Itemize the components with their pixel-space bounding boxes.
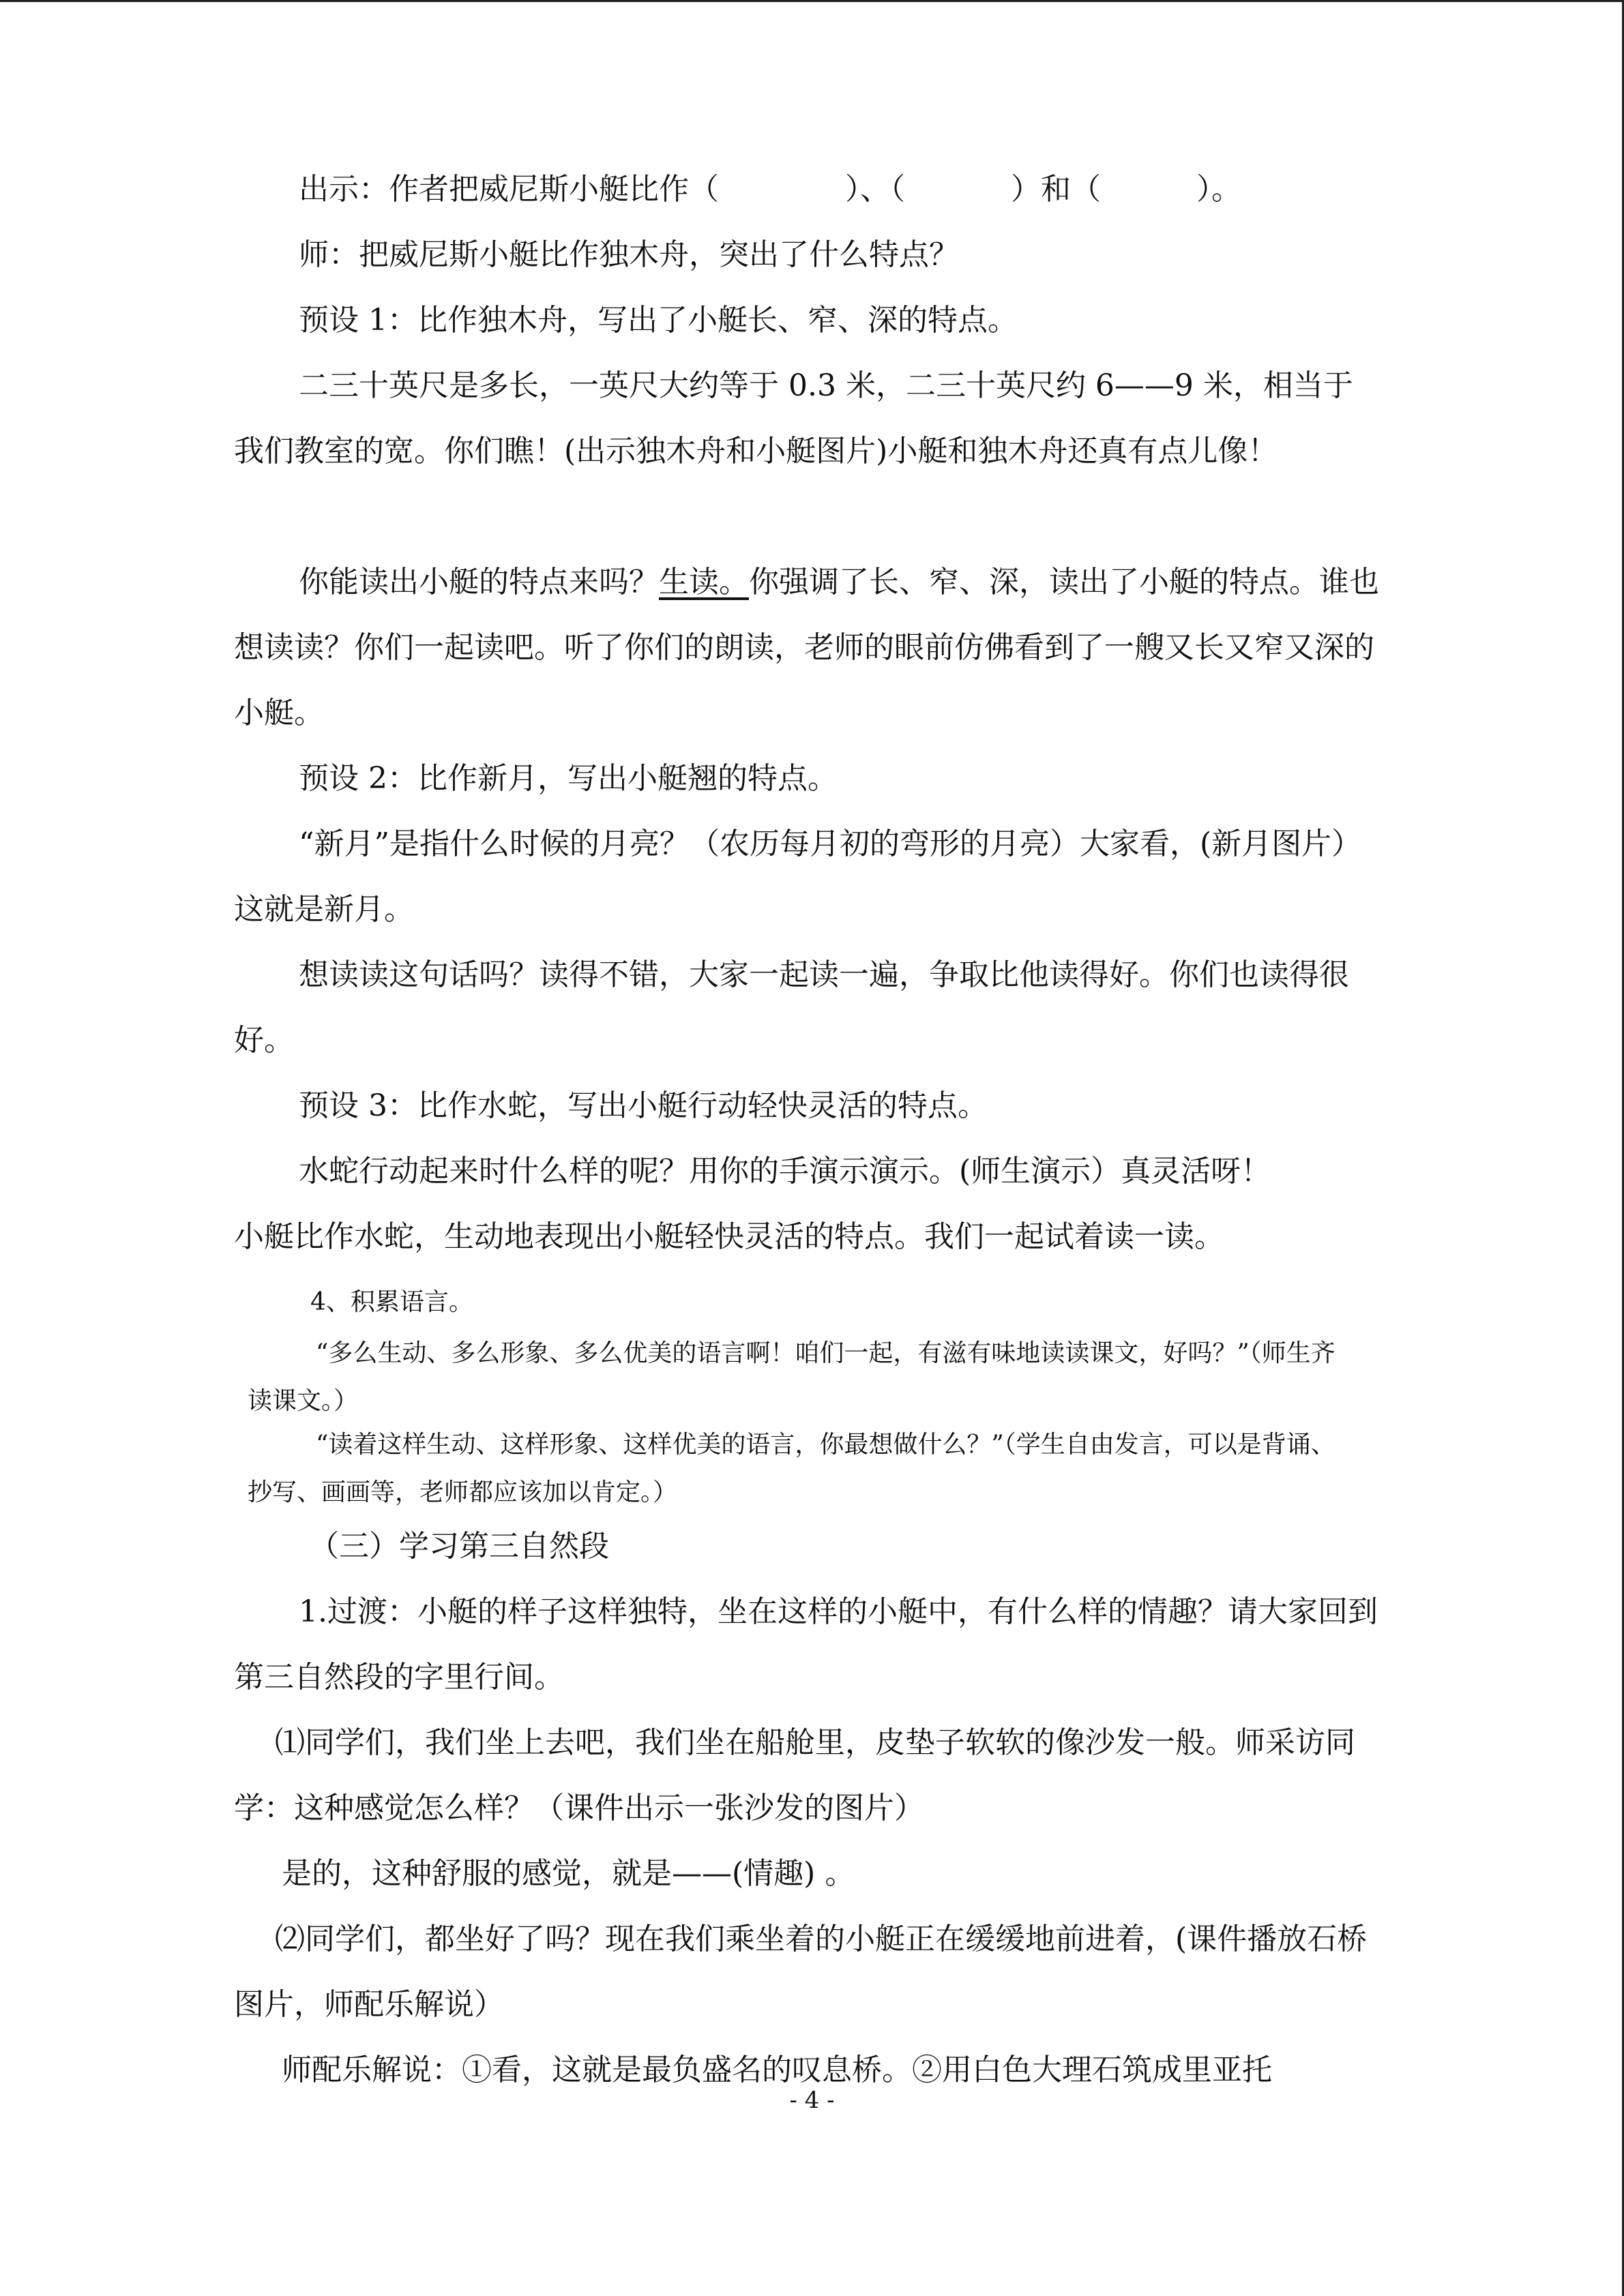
paragraph: 师配乐解说：①看，这就是最负盛名的叹息桥。②用白色大理石筑成里亚托	[282, 2053, 1272, 2087]
paragraph: 小艇比作水蛇，生动地表现出小艇轻快灵活的特点。我们一起试着读一读。	[234, 1219, 1224, 1254]
text-segment: 出示：作者把威尼斯小艇比作（	[299, 172, 719, 207]
paragraph: 1.过渡：小艇的样子这样独特，坐在这样的小艇中，有什么样的情趣？请大家回到第三自然段的字里行间。	[234, 1594, 1378, 1695]
paragraph: “读着这样生动、这样形象、这样优美的语言，你最想做什么？”（学生自由发言，可以是背诵、抄写、画画等，老师都应该加以肯定。）	[248, 1431, 1335, 1506]
text-segment: 你能读出小艇的特点来吗？	[299, 565, 659, 599]
page-number: - 4 -	[789, 2087, 835, 2114]
paragraph: 预设 3：比作水蛇，写出小艇行动轻快灵活的特点。	[299, 1088, 988, 1123]
section-heading: 4、积累语言。	[310, 1288, 473, 1316]
paragraph: 预设 1：比作独木舟，写出了小艇长、窄、深的特点。	[299, 303, 1018, 338]
paragraph	[234, 550, 1380, 746]
text-segment: ）。	[1196, 172, 1241, 207]
paragraph: ⑴同学们，我们坐上去吧，我们坐在船舱里，皮垫子软软的像沙发一般。师采访同学：这种感觉怎么样？（课件出示一张沙发的图片）	[234, 1725, 1355, 1825]
paragraph: 预设 2：比作新月，写出小艇翘的特点。	[299, 761, 838, 796]
paragraph: “多么生动、多么形象、多么优美的语言啊！咱们一起，有滋有味地读读课文，好吗？”（师生齐读课文。）	[248, 1339, 1335, 1415]
paragraph: 水蛇行动起来时什么样的呢？用你的手演示演示。(师生演示）真灵活呀！	[299, 1154, 1271, 1189]
paragraph: 是的，这种舒服的感觉，就是——(情趣) 。	[282, 1856, 855, 1891]
paragraph: 想读读这句话吗？读得不错，大家一起读一遍，争取比他读得好。你们也读得很好。	[234, 957, 1349, 1058]
paragraph: “新月”是指什么时候的月亮？（农历每月初的弯形的月亮）大家看，(新月图片）这就是新月。	[234, 826, 1362, 927]
paragraph: ⑵同学们，都坐好了吗？现在我们乘坐着的小艇正在缓缓地前进着，(课件播放石桥图片，师配乐解说）	[234, 1922, 1368, 2022]
underlined-text: 生读。	[659, 565, 749, 599]
paragraph: 师：把威尼斯小艇比作独木舟，突出了什么特点？	[299, 237, 959, 272]
text-segment: ）、（	[845, 172, 905, 207]
text-segment: 你强调了长、窄、深，读出了小艇的特点。谁也想读读？你们一起读吧。听了你们的朗读，老师的眼前仿佛看到了一艘又长又窄又深的小艇。	[234, 565, 1379, 730]
page-border-top	[0, 0, 1624, 2]
text-segment: ）和（	[1011, 172, 1101, 207]
paragraph-fill-blank	[234, 157, 1380, 222]
paragraph: 二三十英尺是多长，一英尺大约等于 0.3 米，二三十英尺约 6——9 米，相当于我们教室的宽。你们瞧！(出示独木舟和小艇图片)小艇和独木舟还真有点儿像！	[234, 368, 1353, 468]
section-heading: （三）学习第三自然段	[309, 1529, 609, 1564]
